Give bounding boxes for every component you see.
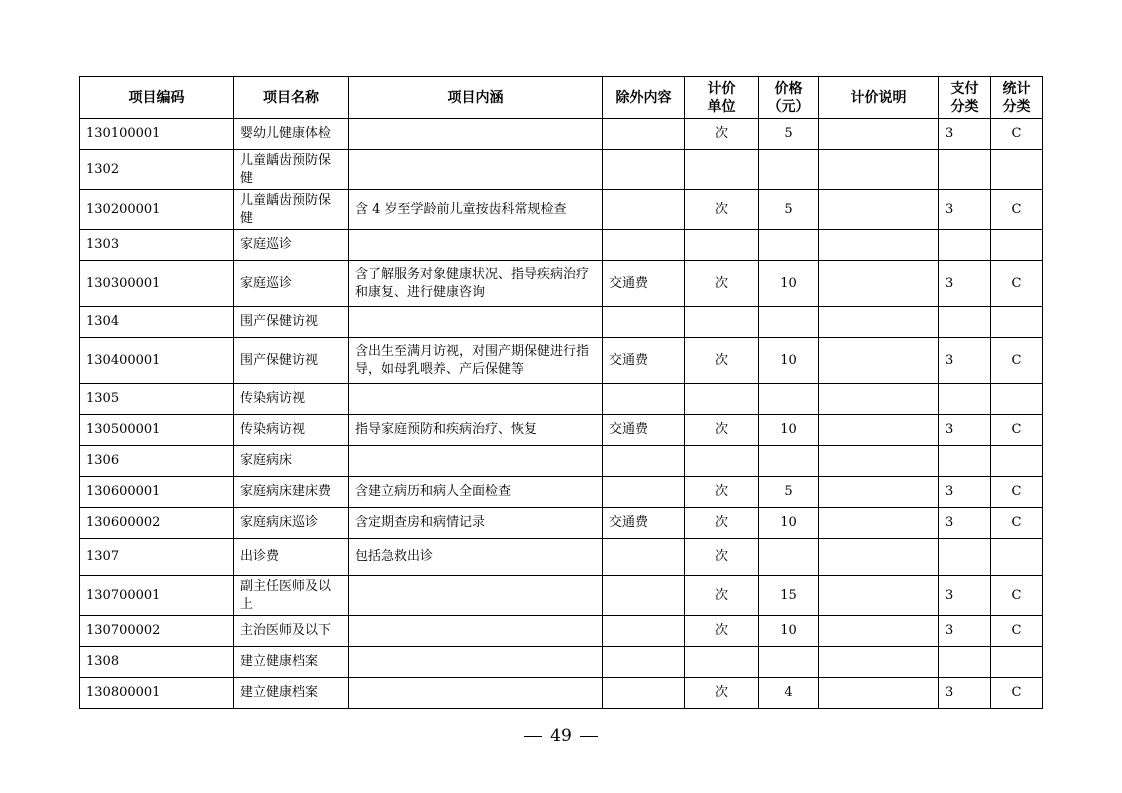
cell-stat-category	[991, 647, 1043, 678]
table-row	[80, 446, 1043, 477]
cell-item-name: 家庭巡诊	[234, 261, 349, 307]
cell-item-name: 围产保健访视	[234, 307, 349, 338]
cell-item-name: 建立健康档案	[234, 678, 349, 709]
cell-payment-category: 3	[939, 261, 991, 307]
cell-payment-category	[939, 647, 991, 678]
table-row	[80, 230, 1043, 261]
cell-stat-category: C	[991, 576, 1043, 616]
cell-item-content: 含建立病历和病人全面检查	[349, 477, 603, 508]
cell-item-content	[349, 150, 603, 190]
dash-left	[524, 736, 542, 737]
cell-item-code: 1307	[80, 539, 234, 576]
cell-stat-category: C	[991, 616, 1043, 647]
cell-price	[759, 150, 819, 190]
cell-pricing-notes	[819, 338, 939, 384]
cell-exclusions	[603, 446, 685, 477]
cell-item-code: 1302	[80, 150, 234, 190]
table-row	[80, 539, 1043, 576]
table-body	[80, 119, 1043, 709]
table-row	[80, 190, 1043, 230]
cell-pricing-notes	[819, 647, 939, 678]
cell-unit: 次	[685, 678, 759, 709]
cell-unit: 次	[685, 508, 759, 539]
cell-item-content: 含了解服务对象健康状况、指导疾病治疗和康复、进行健康咨询	[349, 261, 603, 307]
cell-exclusions: 交通费	[603, 508, 685, 539]
table-row	[80, 415, 1043, 446]
cell-unit	[685, 230, 759, 261]
cell-exclusions	[603, 477, 685, 508]
cell-item-content	[349, 230, 603, 261]
cell-exclusions	[603, 230, 685, 261]
cell-item-code: 130200001	[80, 190, 234, 230]
cell-unit: 次	[685, 539, 759, 576]
cell-price: 10	[759, 261, 819, 307]
cell-unit	[685, 307, 759, 338]
cell-exclusions	[603, 616, 685, 647]
cell-stat-category	[991, 307, 1043, 338]
cell-payment-category	[939, 384, 991, 415]
table-row	[80, 384, 1043, 415]
table-row	[80, 307, 1043, 338]
cell-unit: 次	[685, 261, 759, 307]
cell-item-code: 130300001	[80, 261, 234, 307]
page-number-footer	[0, 726, 1122, 746]
cell-stat-category: C	[991, 119, 1043, 150]
table-row	[80, 261, 1043, 307]
cell-item-code: 130100001	[80, 119, 234, 150]
cell-item-content	[349, 647, 603, 678]
header-payment-category: 支付 分类	[939, 77, 991, 119]
cell-pricing-notes	[819, 576, 939, 616]
cell-item-content	[349, 616, 603, 647]
cell-item-content	[349, 678, 603, 709]
cell-exclusions	[603, 119, 685, 150]
table-row	[80, 508, 1043, 539]
cell-payment-category	[939, 539, 991, 576]
cell-exclusions	[603, 384, 685, 415]
header-price: 价格 （元）	[759, 77, 819, 119]
cell-exclusions	[603, 576, 685, 616]
cell-item-code: 130500001	[80, 415, 234, 446]
cell-price: 5	[759, 190, 819, 230]
cell-exclusions	[603, 150, 685, 190]
cell-item-code: 130600002	[80, 508, 234, 539]
header-stat-category: 统计 分类	[991, 77, 1043, 119]
cell-item-name: 建立健康档案	[234, 647, 349, 678]
cell-exclusions: 交通费	[603, 338, 685, 384]
cell-stat-category: C	[991, 678, 1043, 709]
cell-payment-category: 3	[939, 616, 991, 647]
cell-stat-category	[991, 446, 1043, 477]
header-exclusions: 除外内容	[603, 77, 685, 119]
cell-pricing-notes	[819, 678, 939, 709]
cell-unit: 次	[685, 616, 759, 647]
cell-payment-category: 3	[939, 678, 991, 709]
cell-unit: 次	[685, 338, 759, 384]
table-row	[80, 477, 1043, 508]
cell-payment-category: 3	[939, 338, 991, 384]
cell-stat-category	[991, 539, 1043, 576]
cell-item-content	[349, 446, 603, 477]
cell-price: 10	[759, 508, 819, 539]
cell-item-code: 1303	[80, 230, 234, 261]
cell-pricing-notes	[819, 477, 939, 508]
cell-price	[759, 307, 819, 338]
cell-stat-category: C	[991, 261, 1043, 307]
cell-unit: 次	[685, 190, 759, 230]
cell-pricing-notes	[819, 415, 939, 446]
cell-item-content: 包括急救出诊	[349, 539, 603, 576]
table-row	[80, 678, 1043, 709]
cell-item-name: 家庭病床巡诊	[234, 508, 349, 539]
cell-item-name: 儿童龋齿预防保健	[234, 190, 349, 230]
cell-item-content	[349, 576, 603, 616]
cell-payment-category	[939, 150, 991, 190]
cell-stat-category: C	[991, 508, 1043, 539]
cell-price	[759, 539, 819, 576]
cell-payment-category: 3	[939, 415, 991, 446]
cell-pricing-notes	[819, 230, 939, 261]
cell-payment-category: 3	[939, 190, 991, 230]
cell-unit	[685, 150, 759, 190]
header-item-code: 项目编码	[80, 77, 234, 119]
header-pricing-notes: 计价说明	[819, 77, 939, 119]
cell-price: 5	[759, 119, 819, 150]
cell-price: 10	[759, 338, 819, 384]
cell-price: 15	[759, 576, 819, 616]
cell-item-content	[349, 307, 603, 338]
cell-payment-category	[939, 307, 991, 338]
cell-item-content	[349, 384, 603, 415]
cell-stat-category	[991, 384, 1043, 415]
table-row	[80, 338, 1043, 384]
cell-exclusions	[603, 307, 685, 338]
cell-exclusions	[603, 647, 685, 678]
cell-price	[759, 384, 819, 415]
cell-payment-category: 3	[939, 576, 991, 616]
cell-exclusions	[603, 539, 685, 576]
cell-stat-category: C	[991, 338, 1043, 384]
cell-item-content: 含定期查房和病情记录	[349, 508, 603, 539]
table-row	[80, 150, 1043, 190]
cell-payment-category	[939, 446, 991, 477]
cell-item-content: 指导家庭预防和疾病治疗、恢复	[349, 415, 603, 446]
page-number: 49	[550, 726, 572, 746]
cell-item-code: 130800001	[80, 678, 234, 709]
cell-item-name: 副主任医师及以上	[234, 576, 349, 616]
cell-price: 4	[759, 678, 819, 709]
cell-unit: 次	[685, 477, 759, 508]
cell-item-name: 家庭巡诊	[234, 230, 349, 261]
cell-unit	[685, 384, 759, 415]
cell-item-name: 家庭病床	[234, 446, 349, 477]
cell-pricing-notes	[819, 150, 939, 190]
cell-exclusions	[603, 678, 685, 709]
cell-payment-category: 3	[939, 508, 991, 539]
cell-item-code: 130600001	[80, 477, 234, 508]
cell-payment-category: 3	[939, 477, 991, 508]
dash-right	[580, 736, 598, 737]
cell-item-name: 婴幼儿健康体检	[234, 119, 349, 150]
cell-pricing-notes	[819, 190, 939, 230]
cell-exclusions: 交通费	[603, 415, 685, 446]
table-row	[80, 119, 1043, 150]
cell-item-code: 1305	[80, 384, 234, 415]
cell-pricing-notes	[819, 261, 939, 307]
price-table	[79, 76, 1043, 709]
cell-item-content: 含出生至满月访视，对围产期保健进行指导，如母乳喂养、产后保健等	[349, 338, 603, 384]
cell-exclusions	[603, 190, 685, 230]
cell-unit: 次	[685, 119, 759, 150]
header-row	[80, 77, 1043, 119]
header-unit: 计价 单位	[685, 77, 759, 119]
cell-price: 5	[759, 477, 819, 508]
cell-stat-category	[991, 230, 1043, 261]
table-row	[80, 616, 1043, 647]
cell-item-name: 家庭病床建床费	[234, 477, 349, 508]
table-row	[80, 647, 1043, 678]
cell-item-name: 儿童龋齿预防保健	[234, 150, 349, 190]
cell-stat-category: C	[991, 477, 1043, 508]
cell-unit	[685, 446, 759, 477]
cell-pricing-notes	[819, 119, 939, 150]
cell-pricing-notes	[819, 307, 939, 338]
cell-payment-category	[939, 230, 991, 261]
cell-stat-category: C	[991, 190, 1043, 230]
cell-item-name: 围产保健访视	[234, 338, 349, 384]
cell-item-code: 1308	[80, 647, 234, 678]
cell-item-content	[349, 119, 603, 150]
cell-pricing-notes	[819, 539, 939, 576]
cell-price	[759, 647, 819, 678]
cell-item-name: 传染病访视	[234, 384, 349, 415]
cell-item-code: 130400001	[80, 338, 234, 384]
cell-item-content: 含 4 岁至学龄前儿童按齿科常规检查	[349, 190, 603, 230]
cell-item-name: 传染病访视	[234, 415, 349, 446]
cell-pricing-notes	[819, 508, 939, 539]
cell-payment-category: 3	[939, 119, 991, 150]
cell-exclusions: 交通费	[603, 261, 685, 307]
cell-price	[759, 230, 819, 261]
cell-pricing-notes	[819, 384, 939, 415]
cell-stat-category: C	[991, 415, 1043, 446]
header-item-name: 项目名称	[234, 77, 349, 119]
cell-item-code: 130700002	[80, 616, 234, 647]
cell-item-code: 130700001	[80, 576, 234, 616]
cell-price: 10	[759, 616, 819, 647]
cell-unit	[685, 647, 759, 678]
cell-unit: 次	[685, 415, 759, 446]
cell-item-code: 1306	[80, 446, 234, 477]
header-item-content: 项目内涵	[349, 77, 603, 119]
table-row	[80, 576, 1043, 616]
cell-price	[759, 446, 819, 477]
cell-unit: 次	[685, 576, 759, 616]
cell-item-name: 主治医师及以下	[234, 616, 349, 647]
cell-item-code: 1304	[80, 307, 234, 338]
cell-price: 10	[759, 415, 819, 446]
cell-stat-category	[991, 150, 1043, 190]
cell-item-name: 出诊费	[234, 539, 349, 576]
cell-pricing-notes	[819, 616, 939, 647]
cell-pricing-notes	[819, 446, 939, 477]
